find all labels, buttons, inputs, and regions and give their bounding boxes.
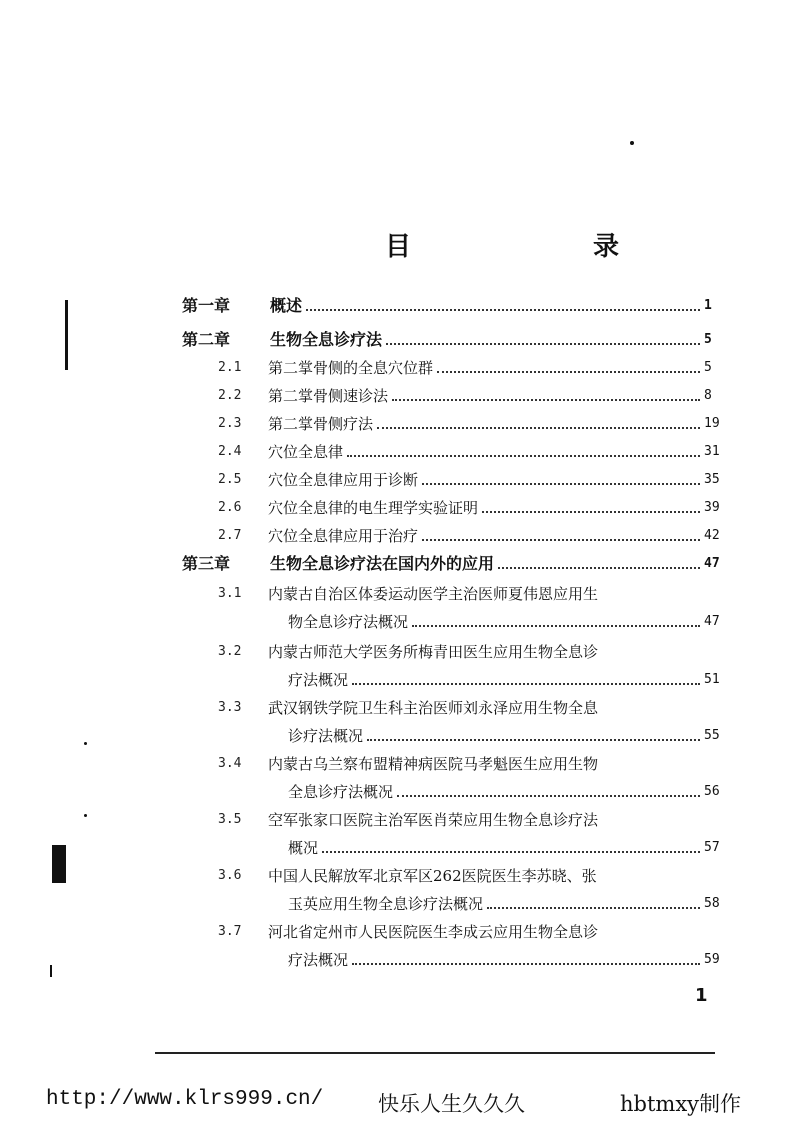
scan-speck — [84, 742, 87, 745]
toc-leader-dots — [367, 739, 700, 741]
toc-number: 2.6 — [218, 500, 242, 515]
toc-label: 第二掌骨侧疗法 — [268, 415, 374, 433]
toc-leader-dots — [352, 683, 700, 685]
toc-section-row[interactable] — [218, 638, 722, 662]
toc-page-number: 1 — [704, 298, 712, 313]
toc-section-row[interactable] — [218, 806, 722, 830]
toc-continuation-row[interactable] — [288, 722, 722, 746]
toc-label: 中国人民解放军北京军区262医院医生李苏晓、张 — [268, 867, 597, 885]
toc-label: 内蒙古乌兰察布盟精神病医院马孝魁医生应用生物 — [268, 755, 599, 773]
toc-leader-dots — [422, 539, 700, 541]
toc-page-number: 5 — [704, 332, 712, 347]
toc-label: 河北省定州市人民医院医生李成云应用生物全息诊 — [268, 923, 599, 941]
toc-leader-dots — [347, 455, 700, 457]
toc-continuation-row[interactable] — [288, 834, 722, 858]
toc-leader-dots — [422, 483, 700, 485]
toc-number: 2.7 — [218, 528, 242, 543]
toc-page-number: 55 — [704, 728, 720, 743]
toc-label: 生物全息诊疗法 — [270, 330, 383, 349]
toc-leader-dots — [482, 511, 700, 513]
toc-label: 内蒙古师范大学医务所梅青田医生应用生物全息诊 — [268, 643, 599, 661]
toc-page-number: 31 — [704, 444, 720, 459]
toc-label: 空军张家口医院主治军医肖荣应用生物全息诊疗法 — [268, 811, 599, 829]
toc-page-number: 58 — [704, 896, 720, 911]
toc-leader-dots — [397, 795, 700, 797]
toc-label: 生物全息诊疗法在国内外的应用 — [270, 554, 495, 573]
toc-number: 2.1 — [218, 360, 242, 375]
toc-leader-dots — [352, 963, 700, 965]
toc-page-number: 39 — [704, 500, 720, 515]
toc-label: 内蒙古自治区体委运动医学主治医师夏伟恩应用生 — [268, 585, 599, 603]
toc-label: 概况 — [288, 839, 319, 857]
toc-leader-dots — [487, 907, 700, 909]
toc-continuation-row[interactable] — [288, 946, 722, 970]
toc-section-row[interactable] — [218, 750, 722, 774]
toc-page-number: 8 — [704, 388, 712, 403]
toc-number: 3.3 — [218, 700, 242, 715]
toc-number: 第三章 — [182, 554, 231, 573]
toc-number: 2.5 — [218, 472, 242, 487]
toc-section-row[interactable] — [218, 354, 722, 378]
toc-section-row[interactable] — [218, 382, 722, 406]
toc-leader-dots — [322, 851, 700, 853]
toc-leader-dots — [306, 309, 700, 311]
toc-label: 诊疗法概况 — [288, 727, 364, 745]
toc-label: 全息诊疗法概况 — [288, 783, 394, 801]
scan-mark — [65, 300, 68, 370]
footer-url: http://www.klrs999.cn/ — [46, 1088, 324, 1111]
toc-label: 穴位全息律的电生理学实验证明 — [268, 499, 479, 517]
page-number: 1 — [695, 985, 708, 1006]
footer — [0, 1088, 793, 1122]
toc-page-number: 59 — [704, 952, 720, 967]
toc-section-row[interactable] — [218, 580, 722, 604]
toc-label: 第二掌骨侧速诊法 — [268, 387, 389, 405]
toc-label: 穴位全息律应用于治疗 — [268, 527, 419, 545]
footer-site-name: 快乐人生久久久 — [378, 1092, 525, 1116]
toc-leader-dots — [412, 625, 700, 627]
toc-continuation-row[interactable] — [288, 608, 722, 632]
toc-leader-dots — [386, 343, 700, 345]
toc-page-number: 42 — [704, 528, 720, 543]
toc-label: 武汉钢铁学院卫生科主治医师刘永泽应用生物全息 — [268, 699, 599, 717]
toc-page-number: 51 — [704, 672, 720, 687]
toc-page-number: 5 — [704, 360, 712, 375]
toc-continuation-row[interactable] — [288, 890, 722, 914]
toc-page-number: 35 — [704, 472, 720, 487]
toc-section-row[interactable] — [218, 862, 722, 886]
scan-speck — [630, 141, 634, 145]
toc-leader-dots — [377, 427, 700, 429]
toc-number: 2.3 — [218, 416, 242, 431]
toc-label: 第二掌骨侧的全息穴位群 — [268, 359, 434, 377]
toc-page-number: 47 — [704, 614, 720, 629]
toc-number: 3.2 — [218, 644, 242, 659]
toc-number: 3.5 — [218, 812, 242, 827]
scan-speck — [84, 814, 87, 817]
toc-section-row[interactable] — [218, 522, 722, 546]
toc-leader-dots — [392, 399, 700, 401]
toc-label: 概述 — [270, 296, 303, 315]
toc-number: 3.1 — [218, 586, 242, 601]
toc-number: 第一章 — [182, 296, 231, 315]
scan-mark — [50, 965, 52, 977]
toc-page-number: 19 — [704, 416, 720, 431]
toc-label: 穴位全息律 — [268, 443, 344, 461]
toc-continuation-row[interactable] — [288, 666, 722, 690]
footer-maker: hbtmxy制作 — [620, 1092, 742, 1116]
toc-page-number: 57 — [704, 840, 720, 855]
toc-leader-dots — [498, 567, 700, 569]
toc-number: 2.4 — [218, 444, 242, 459]
toc-chapter-row[interactable] — [182, 292, 722, 316]
toc-section-row[interactable] — [218, 694, 722, 718]
toc-continuation-row[interactable] — [288, 778, 722, 802]
toc-number: 2.2 — [218, 388, 242, 403]
toc-chapter-row[interactable] — [182, 550, 722, 574]
toc-number: 3.4 — [218, 756, 242, 771]
toc-chapter-row[interactable] — [182, 326, 722, 350]
scan-mark — [52, 845, 66, 883]
toc-label: 穴位全息律应用于诊断 — [268, 471, 419, 489]
page-title: 目 录 — [385, 232, 698, 262]
toc-section-row[interactable] — [218, 494, 722, 518]
toc-page-number: 47 — [704, 556, 720, 571]
toc-label: 疗法概况 — [288, 951, 349, 969]
toc-section-row[interactable] — [218, 918, 722, 942]
toc-leader-dots — [437, 371, 700, 373]
toc-label: 物全息诊疗法概况 — [288, 613, 409, 631]
toc-number: 3.6 — [218, 868, 242, 883]
bottom-rule — [155, 1052, 715, 1054]
toc-number: 第二章 — [182, 330, 231, 349]
toc-section-row[interactable] — [218, 438, 722, 462]
toc-label: 玉英应用生物全息诊疗法概况 — [288, 895, 484, 913]
toc-section-row[interactable] — [218, 466, 722, 490]
toc-page-number: 56 — [704, 784, 720, 799]
toc-section-row[interactable] — [218, 410, 722, 434]
toc-number: 3.7 — [218, 924, 242, 939]
toc-label: 疗法概况 — [288, 671, 349, 689]
